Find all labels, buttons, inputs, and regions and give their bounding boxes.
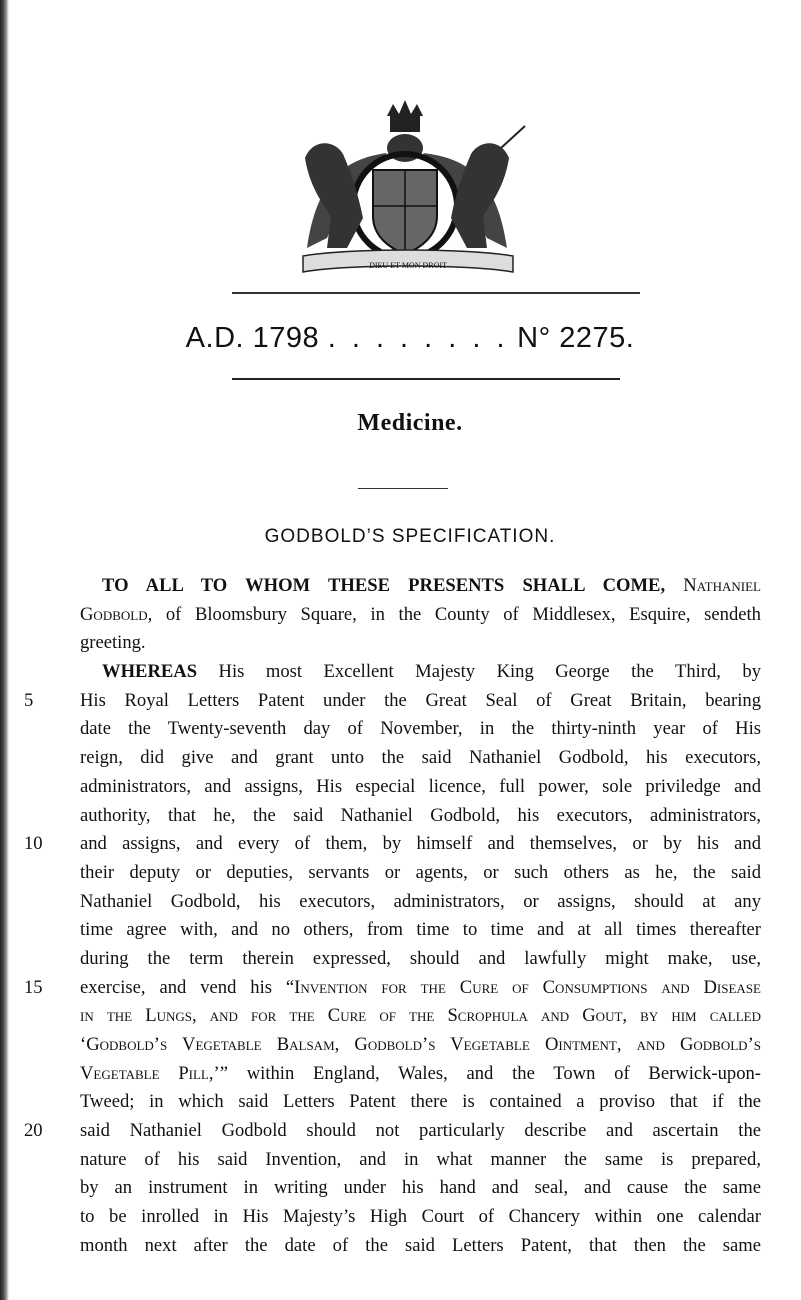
line-number: 20 <box>24 1120 43 1142</box>
body-line: nature of his said Invention, and in what manner the same is prepared, <box>80 1148 761 1170</box>
body-line: during the term therein expressed, should and lawfully might make, use, <box>80 947 761 969</box>
line-number: 5 <box>24 689 34 711</box>
body-line: WHEREAS His most Excellent Majesty King George the Third, by <box>102 661 761 683</box>
royal-coat-of-arms <box>287 98 527 276</box>
body-line: reign, did give and grant unto the said Nathaniel Godbold, his executors, <box>80 747 761 769</box>
crown-icon <box>387 100 423 132</box>
body-line: 10 and assigns, and every of them, by himself and themselves, or by his and <box>80 830 761 859</box>
body-line: greeting. <box>80 632 146 654</box>
body-line: TO ALL TO WHOM THESE PRESENTS SHALL COME, Nathaniel <box>102 575 761 596</box>
body-line: 20 said Nathaniel Godbold should not particularly describe and ascertain the <box>80 1117 761 1146</box>
body-line: in the Lungs, and for the Cure of the Scrophula and Gout, by him called <box>80 1005 761 1027</box>
body-line: authority, that he, the said Nathaniel Godbold, his executors, administrators, <box>80 804 761 826</box>
subject-heading: Medicine. <box>357 410 463 436</box>
body-line: to be inrolled in His Majesty’s High Court of Chancery within one calendar <box>80 1206 761 1228</box>
body-line: Tweed; in which said Letters Patent there is contained a proviso that if the <box>80 1091 761 1113</box>
leader-dots: . . . . . . . . <box>327 322 509 354</box>
body-line: by an instrument in writing under his hand and seal, and cause the same <box>80 1177 761 1199</box>
body-line: time agree with, and no others, from time to time and at all times thereafter <box>80 919 761 941</box>
specification-title: GODBOLD’S SPECIFICATION. <box>264 526 556 547</box>
body-line: administrators, and assigns, His especial licence, full power, sole priviledge and <box>80 775 761 797</box>
body-line: Vegetable Pill,’” within England, Wales, and the Town of Berwick-upon- <box>80 1062 761 1084</box>
crest-motto: DIEU ET MON DROIT <box>369 261 447 270</box>
body-line: Godbold, of Bloomsbury Square, in the County of Middlesex, Esquire, sendeth <box>80 603 761 625</box>
body-line: their deputy or deputies, servants or agents, or such others as he, the said <box>80 861 761 883</box>
specification-body <box>24 572 761 1261</box>
body-line: 15 exercise, and vend his “Invention for the Cure of Consumptions and Disease <box>80 974 761 1003</box>
top-rule <box>232 292 640 294</box>
patent-heading <box>150 322 670 355</box>
body-line: Nathaniel Godbold, his executors, administrators, or assigns, should at any <box>80 890 761 912</box>
year: A.D. 1798 <box>185 322 320 354</box>
patent-number: N° 2275. <box>517 322 635 354</box>
body-line: ‘Godbold’s Vegetable Balsam, Godbold’s Vegetable Ointment, and Godbold’s <box>80 1034 761 1055</box>
line-number: 10 <box>24 833 43 855</box>
body-line: date the Twenty-seventh day of November, in the thirty-ninth year of His <box>80 718 761 740</box>
line-number: 15 <box>24 976 43 998</box>
scan-edge <box>0 0 9 1300</box>
body-line: 5 His Royal Letters Patent under the Great Seal of Great Britain, bearing <box>80 687 761 716</box>
body-line: month next after the date of the said Letters Patent, that then the same <box>80 1234 761 1256</box>
bottom-rule <box>232 378 620 380</box>
short-divider <box>358 488 448 489</box>
